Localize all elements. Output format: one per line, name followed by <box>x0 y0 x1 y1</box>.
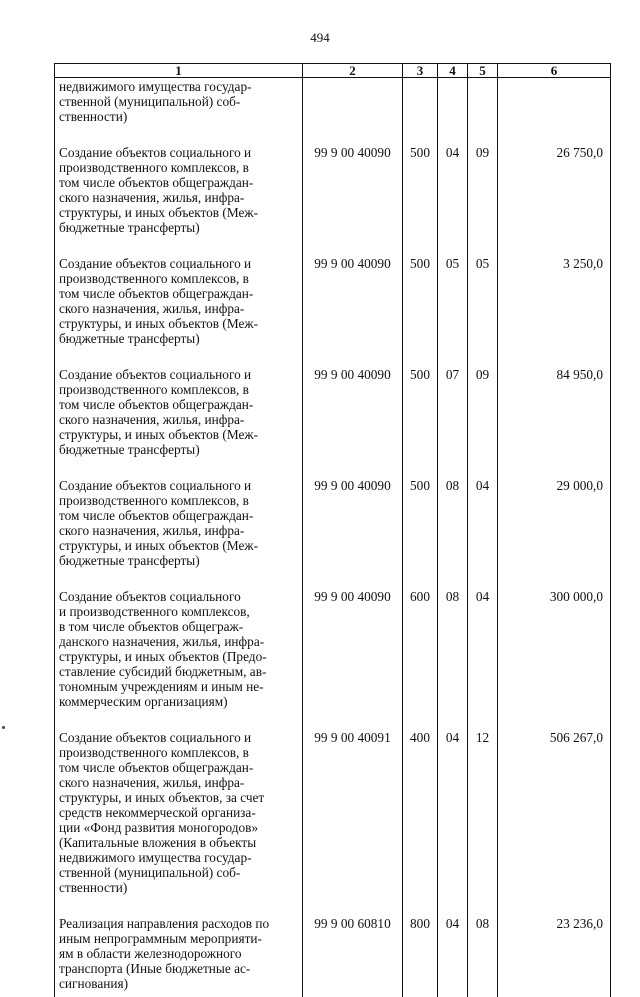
row-subsection: 04 <box>468 478 498 589</box>
row-description: Создание объектов социального и производственного комплексов, в том числе объектов общеграж- данского назначения, жилья, инфра- структуры, и иных объектов (Предо- ставление субсидий бюджетным, ав- тономным учреждениям и иным не- коммерческим организациям) <box>55 589 303 730</box>
row-target-code: 99 9 00 40090 <box>303 256 403 367</box>
header-row <box>55 64 611 78</box>
row-target-code: 99 9 00 40090 <box>303 589 403 730</box>
row-description: Создание объектов социального и производственного комплексов, в том числе объектов общеграждан- ского назначения, жилья, инфра- структуры, и иных объектов, за счет средств некоммерческой организа- ции «Фонд развития моногородов» (Капитальные вложения в объекты недвижимого имущества государ- ственной (муниципальной) соб- ственности) <box>55 730 303 916</box>
budget-table <box>54 63 611 997</box>
table-row <box>55 256 611 367</box>
table-row <box>55 589 611 730</box>
row-expense-type: 600 <box>403 589 438 730</box>
row-description: Реализация направления расходов по иным непрограммным мероприяти- ям в области железнодорожного транспорта (Иные бюджетные ас- сигнования) <box>55 916 303 997</box>
row-subsection: 12 <box>468 730 498 916</box>
header-col-3: 3 <box>403 64 438 78</box>
row-target-code <box>303 78 403 146</box>
header-col-5: 5 <box>468 64 498 78</box>
row-expense-type: 800 <box>403 916 438 997</box>
row-amount: 26 750,0 <box>498 145 611 256</box>
table-row <box>55 145 611 256</box>
row-amount: 3 250,0 <box>498 256 611 367</box>
row-section: 07 <box>438 367 468 478</box>
row-expense-type: 500 <box>403 478 438 589</box>
row-amount: 23 236,0 <box>498 916 611 997</box>
page-number: 494 <box>0 30 640 46</box>
scan-speck <box>2 726 5 729</box>
row-amount: 506 267,0 <box>498 730 611 916</box>
table-row <box>55 730 611 916</box>
row-target-code: 99 9 00 40090 <box>303 478 403 589</box>
row-section: 08 <box>438 478 468 589</box>
header-col-6: 6 <box>498 64 611 78</box>
row-subsection: 08 <box>468 916 498 997</box>
table-row <box>55 367 611 478</box>
row-target-code: 99 9 00 40091 <box>303 730 403 916</box>
row-amount <box>498 78 611 146</box>
row-description: Создание объектов социального и производственного комплексов, в том числе объектов общеграждан- ского назначения, жилья, инфра- структуры, и иных объектов (Меж- бюджетные трансферты) <box>55 256 303 367</box>
row-target-code: 99 9 00 40090 <box>303 145 403 256</box>
row-amount: 29 000,0 <box>498 478 611 589</box>
table-row <box>55 916 611 997</box>
row-expense-type <box>403 78 438 146</box>
table-row <box>55 78 611 146</box>
row-amount: 84 950,0 <box>498 367 611 478</box>
row-description: Создание объектов социального и производственного комплексов, в том числе объектов общеграждан- ского назначения, жилья, инфра- структуры, и иных объектов (Меж- бюджетные трансферты) <box>55 367 303 478</box>
row-subsection: 09 <box>468 367 498 478</box>
row-expense-type: 500 <box>403 367 438 478</box>
row-description: недвижимого имущества государ- ственной (муниципальной) соб- ственности) <box>55 78 303 146</box>
row-target-code: 99 9 00 40090 <box>303 367 403 478</box>
row-subsection: 05 <box>468 256 498 367</box>
row-section: 05 <box>438 256 468 367</box>
row-expense-type: 500 <box>403 145 438 256</box>
row-target-code: 99 9 00 60810 <box>303 916 403 997</box>
table-body <box>55 78 611 997</box>
row-section: 04 <box>438 730 468 916</box>
row-section: 04 <box>438 916 468 997</box>
row-subsection: 09 <box>468 145 498 256</box>
row-section: 04 <box>438 145 468 256</box>
row-expense-type: 400 <box>403 730 438 916</box>
table-header <box>55 64 611 78</box>
row-description: Создание объектов социального и производственного комплексов, в том числе объектов общеграждан- ского назначения, жилья, инфра- структуры, и иных объектов (Меж- бюджетные трансферты) <box>55 145 303 256</box>
header-col-4: 4 <box>438 64 468 78</box>
row-section: 08 <box>438 589 468 730</box>
table-row <box>55 478 611 589</box>
header-col-1: 1 <box>55 64 303 78</box>
row-description: Создание объектов социального и производственного комплексов, в том числе объектов общеграждан- ского назначения, жилья, инфра- структуры, и иных объектов (Меж- бюджетные трансферты) <box>55 478 303 589</box>
row-subsection: 04 <box>468 589 498 730</box>
row-subsection <box>468 78 498 146</box>
row-expense-type: 500 <box>403 256 438 367</box>
header-col-2: 2 <box>303 64 403 78</box>
row-amount: 300 000,0 <box>498 589 611 730</box>
row-section <box>438 78 468 146</box>
